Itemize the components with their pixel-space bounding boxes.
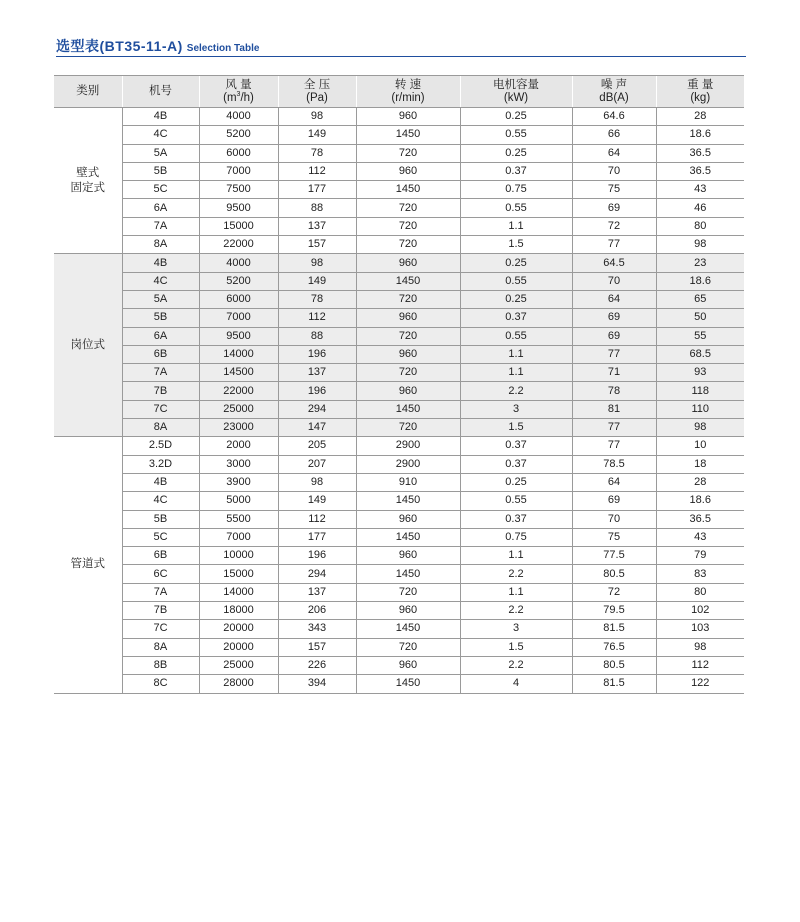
table-cell: 64.5 xyxy=(572,254,656,272)
table-cell: 2.2 xyxy=(460,565,572,583)
table-cell: 7A xyxy=(122,364,199,382)
table-cell: 2000 xyxy=(199,437,278,455)
table-cell: 720 xyxy=(356,217,460,235)
table-cell: 10 xyxy=(656,437,744,455)
table-cell: 68.5 xyxy=(656,345,744,363)
table-cell: 22000 xyxy=(199,236,278,254)
table-cell: 8A xyxy=(122,236,199,254)
table-cell: 79.5 xyxy=(572,602,656,620)
table-cell: 69 xyxy=(572,309,656,327)
table-cell: 0.25 xyxy=(460,290,572,308)
table-cell: 5500 xyxy=(199,510,278,528)
table-cell: 6A xyxy=(122,327,199,345)
table-cell: 5200 xyxy=(199,272,278,290)
table-cell: 78 xyxy=(278,144,356,162)
table-cell: 6C xyxy=(122,565,199,583)
table-cell: 7B xyxy=(122,382,199,400)
table-cell: 70 xyxy=(572,272,656,290)
table-cell: 110 xyxy=(656,400,744,418)
table-cell: 720 xyxy=(356,638,460,656)
table-cell: 80.5 xyxy=(572,656,656,674)
table-cell: 0.25 xyxy=(460,473,572,491)
table-cell: 93 xyxy=(656,364,744,382)
table-row xyxy=(54,638,744,656)
table-cell: 3000 xyxy=(199,455,278,473)
table-cell: 77 xyxy=(572,236,656,254)
table-cell: 6B xyxy=(122,345,199,363)
table-cell: 18000 xyxy=(199,602,278,620)
table-cell: 5B xyxy=(122,309,199,327)
table-row xyxy=(54,620,744,638)
table-cell: 5B xyxy=(122,162,199,180)
table-cell: 1.1 xyxy=(460,345,572,363)
table-cell: 18.6 xyxy=(656,272,744,290)
table-row xyxy=(54,364,744,382)
table-cell: 5A xyxy=(122,144,199,162)
table-row xyxy=(54,254,744,272)
table-row xyxy=(54,400,744,418)
table-row xyxy=(54,327,744,345)
table-cell: 720 xyxy=(356,583,460,601)
table-cell: 149 xyxy=(278,272,356,290)
header-category: 类别 xyxy=(54,76,122,108)
table-cell: 4 xyxy=(460,675,572,693)
table-cell: 147 xyxy=(278,419,356,437)
table-cell: 0.25 xyxy=(460,144,572,162)
table-cell: 77 xyxy=(572,437,656,455)
table-cell: 4C xyxy=(122,126,199,144)
table-cell: 720 xyxy=(356,144,460,162)
table-cell: 7500 xyxy=(199,181,278,199)
table-cell: 206 xyxy=(278,602,356,620)
header-airflow: 风 量 $(m^3/h)$ xyxy=(199,76,278,108)
table-row xyxy=(54,126,744,144)
table-cell: 18.6 xyxy=(656,126,744,144)
table-cell: 0.37 xyxy=(460,510,572,528)
table-cell: 98 xyxy=(656,236,744,254)
table-cell: 4B xyxy=(122,254,199,272)
table-cell: 5200 xyxy=(199,126,278,144)
table-row xyxy=(54,419,744,437)
table-cell: 0.55 xyxy=(460,327,572,345)
table-cell: 4C xyxy=(122,272,199,290)
table-cell: 18 xyxy=(656,455,744,473)
table-cell: 2.2 xyxy=(460,656,572,674)
table-cell: 2.5D xyxy=(122,437,199,455)
table-cell: 103 xyxy=(656,620,744,638)
header-pressure: 全 压 (Pa) xyxy=(278,76,356,108)
table-cell: 7C xyxy=(122,400,199,418)
table-cell: 205 xyxy=(278,437,356,455)
table-cell: 157 xyxy=(278,236,356,254)
table-cell: 0.25 xyxy=(460,108,572,126)
header-weight: 重 量 (kg) xyxy=(656,76,744,108)
table-cell: 0.55 xyxy=(460,272,572,290)
table-cell: 960 xyxy=(356,382,460,400)
table-cell: 6A xyxy=(122,199,199,217)
table-cell: 137 xyxy=(278,217,356,235)
table-cell: 4000 xyxy=(199,254,278,272)
table-cell: 80.5 xyxy=(572,565,656,583)
table-cell: 69 xyxy=(572,327,656,345)
table-cell: 20000 xyxy=(199,620,278,638)
table-cell: 36.5 xyxy=(656,144,744,162)
table-cell: 98 xyxy=(656,638,744,656)
table-cell: 70 xyxy=(572,162,656,180)
table-cell: 75 xyxy=(572,528,656,546)
table-cell: 196 xyxy=(278,345,356,363)
table-cell: 0.25 xyxy=(460,254,572,272)
table-cell: 960 xyxy=(356,254,460,272)
table-cell: 98 xyxy=(656,419,744,437)
table-cell: 23000 xyxy=(199,419,278,437)
table-cell: 8A xyxy=(122,638,199,656)
table-cell: 0.55 xyxy=(460,199,572,217)
table-row xyxy=(54,656,744,674)
table-cell: 2900 xyxy=(356,437,460,455)
table-row xyxy=(54,144,744,162)
table-row xyxy=(54,236,744,254)
table-cell: 7B xyxy=(122,602,199,620)
table-cell: 36.5 xyxy=(656,510,744,528)
table-cell: 394 xyxy=(278,675,356,693)
table-cell: 960 xyxy=(356,309,460,327)
table-cell: 80 xyxy=(656,217,744,235)
table-cell: 69 xyxy=(572,492,656,510)
table-cell: 64 xyxy=(572,473,656,491)
table-cell: 6000 xyxy=(199,144,278,162)
table-cell: 196 xyxy=(278,382,356,400)
table-row xyxy=(54,108,744,126)
table-row xyxy=(54,455,744,473)
header-motor-power: 电机容量 (kW) xyxy=(460,76,572,108)
table-cell: 294 xyxy=(278,400,356,418)
table-cell: 5A xyxy=(122,290,199,308)
table-cell: 720 xyxy=(356,199,460,217)
table-cell: 71 xyxy=(572,364,656,382)
table-cell: 4B xyxy=(122,108,199,126)
table-cell: 50 xyxy=(656,309,744,327)
table-cell: 77 xyxy=(572,345,656,363)
table-cell: 46 xyxy=(656,199,744,217)
table-cell: 0.75 xyxy=(460,181,572,199)
table-cell: 14000 xyxy=(199,345,278,363)
table-cell: 0.75 xyxy=(460,528,572,546)
table-cell: 4000 xyxy=(199,108,278,126)
table-cell: 960 xyxy=(356,547,460,565)
table-cell: 5B xyxy=(122,510,199,528)
table-cell: 1450 xyxy=(356,126,460,144)
table-cell: 1450 xyxy=(356,528,460,546)
table-cell: 66 xyxy=(572,126,656,144)
table-cell: 112 xyxy=(278,309,356,327)
table-cell: 5000 xyxy=(199,492,278,510)
table-cell: 720 xyxy=(356,364,460,382)
table-cell: 720 xyxy=(356,236,460,254)
table-cell: 81 xyxy=(572,400,656,418)
table-cell: 88 xyxy=(278,199,356,217)
table-cell: 78.5 xyxy=(572,455,656,473)
table-cell: 910 xyxy=(356,473,460,491)
table-cell: 1450 xyxy=(356,565,460,583)
table-cell: 112 xyxy=(656,656,744,674)
table-cell: 137 xyxy=(278,583,356,601)
table-cell: 36.5 xyxy=(656,162,744,180)
table-row xyxy=(54,565,744,583)
table-cell: 1.1 xyxy=(460,583,572,601)
table-cell: 102 xyxy=(656,602,744,620)
table-cell: 6000 xyxy=(199,290,278,308)
table-cell: 3.2D xyxy=(122,455,199,473)
header-noise: 噪 声 dB(A) xyxy=(572,76,656,108)
table-cell: 7000 xyxy=(199,162,278,180)
table-cell: 294 xyxy=(278,565,356,583)
table-row xyxy=(54,382,744,400)
table-cell: 960 xyxy=(356,602,460,620)
table-row xyxy=(54,272,744,290)
table-cell: 6B xyxy=(122,547,199,565)
table-cell: 77 xyxy=(572,419,656,437)
table-row xyxy=(54,162,744,180)
table-cell: 25000 xyxy=(199,400,278,418)
table-cell: 960 xyxy=(356,510,460,528)
table-cell: 4C xyxy=(122,492,199,510)
table-row xyxy=(54,510,744,528)
table-cell: 7A xyxy=(122,583,199,601)
table-cell: 43 xyxy=(656,528,744,546)
table-cell: 64 xyxy=(572,144,656,162)
table-cell: 28000 xyxy=(199,675,278,693)
table-cell: 4B xyxy=(122,473,199,491)
table-cell: 137 xyxy=(278,364,356,382)
table-cell: 196 xyxy=(278,547,356,565)
table-cell: 343 xyxy=(278,620,356,638)
table-cell: 960 xyxy=(356,656,460,674)
table-cell: 207 xyxy=(278,455,356,473)
title-chinese: 选型表(BT35-11-A) xyxy=(56,38,183,54)
table-cell: 70 xyxy=(572,510,656,528)
table-cell: 1450 xyxy=(356,272,460,290)
table-cell: 7A xyxy=(122,217,199,235)
table-cell: 9500 xyxy=(199,327,278,345)
table-row xyxy=(54,547,744,565)
table-cell: 960 xyxy=(356,345,460,363)
table-cell: 72 xyxy=(572,217,656,235)
table-cell: 83 xyxy=(656,565,744,583)
table-cell: 28 xyxy=(656,108,744,126)
header-row xyxy=(54,76,744,108)
table-row xyxy=(54,583,744,601)
table-cell: 14000 xyxy=(199,583,278,601)
table-cell: 1.1 xyxy=(460,547,572,565)
table-cell: 1450 xyxy=(356,492,460,510)
table-cell: 7C xyxy=(122,620,199,638)
table-row xyxy=(54,290,744,308)
table-cell: 118 xyxy=(656,382,744,400)
category-cell: 岗位式 xyxy=(54,254,122,437)
table-cell: 69 xyxy=(572,199,656,217)
category-cell: 壁式 固定式 xyxy=(54,108,122,254)
table-cell: 72 xyxy=(572,583,656,601)
table-cell: 3900 xyxy=(199,473,278,491)
table-cell: 226 xyxy=(278,656,356,674)
table-cell: 15000 xyxy=(199,217,278,235)
table-cell: 28 xyxy=(656,473,744,491)
table-cell: 81.5 xyxy=(572,675,656,693)
table-cell: 1.1 xyxy=(460,364,572,382)
selection-table xyxy=(54,75,744,694)
table-cell: 1.5 xyxy=(460,638,572,656)
table-cell: 720 xyxy=(356,327,460,345)
table-cell: 5C xyxy=(122,528,199,546)
table-cell: 1.5 xyxy=(460,236,572,254)
table-cell: 55 xyxy=(656,327,744,345)
table-row xyxy=(54,309,744,327)
header-model-no: 机号 xyxy=(122,76,199,108)
table-cell: 75 xyxy=(572,181,656,199)
table-cell: 960 xyxy=(356,108,460,126)
table-cell: 98 xyxy=(278,254,356,272)
table-cell: 3 xyxy=(460,400,572,418)
table-row xyxy=(54,528,744,546)
table-cell: 0.37 xyxy=(460,162,572,180)
table-cell: 2.2 xyxy=(460,602,572,620)
table-cell: 1450 xyxy=(356,181,460,199)
table-cell: 1.1 xyxy=(460,217,572,235)
table-cell: 80 xyxy=(656,583,744,601)
table-cell: 720 xyxy=(356,290,460,308)
table-cell: 79 xyxy=(656,547,744,565)
table-row xyxy=(54,492,744,510)
table-cell: 81.5 xyxy=(572,620,656,638)
table-row xyxy=(54,217,744,235)
table-cell: 149 xyxy=(278,126,356,144)
table-cell: 122 xyxy=(656,675,744,693)
table-cell: 76.5 xyxy=(572,638,656,656)
table-cell: 5C xyxy=(122,181,199,199)
table-row xyxy=(54,437,744,455)
section-title xyxy=(56,36,746,57)
table-cell: 0.37 xyxy=(460,309,572,327)
table-cell: 77.5 xyxy=(572,547,656,565)
table-row xyxy=(54,345,744,363)
table-cell: 0.55 xyxy=(460,126,572,144)
table-cell: 88 xyxy=(278,327,356,345)
table-cell: 22000 xyxy=(199,382,278,400)
table-cell: 2900 xyxy=(356,455,460,473)
category-cell: 管道式 xyxy=(54,437,122,693)
table-cell: 78 xyxy=(572,382,656,400)
table-cell: 149 xyxy=(278,492,356,510)
table-cell: 10000 xyxy=(199,547,278,565)
table-cell: 3 xyxy=(460,620,572,638)
table-cell: 98 xyxy=(278,108,356,126)
table-cell: 25000 xyxy=(199,656,278,674)
table-cell: 112 xyxy=(278,510,356,528)
table-cell: 720 xyxy=(356,419,460,437)
table-cell: 960 xyxy=(356,162,460,180)
table-cell: 177 xyxy=(278,181,356,199)
header-speed: 转 速 (r/min) xyxy=(356,76,460,108)
table-cell: 0.55 xyxy=(460,492,572,510)
table-row xyxy=(54,181,744,199)
table-cell: 9500 xyxy=(199,199,278,217)
table-cell: 23 xyxy=(656,254,744,272)
table-cell: 0.37 xyxy=(460,455,572,473)
table-cell: 1450 xyxy=(356,675,460,693)
table-cell: 20000 xyxy=(199,638,278,656)
table-cell: 7000 xyxy=(199,528,278,546)
table-cell: 43 xyxy=(656,181,744,199)
table-cell: 1450 xyxy=(356,620,460,638)
table-cell: 78 xyxy=(278,290,356,308)
table-cell: 15000 xyxy=(199,565,278,583)
table-cell: 0.37 xyxy=(460,437,572,455)
table-cell: 8A xyxy=(122,419,199,437)
table-row xyxy=(54,675,744,693)
table-row xyxy=(54,602,744,620)
table-cell: 8C xyxy=(122,675,199,693)
table-cell: 7000 xyxy=(199,309,278,327)
table-cell: 98 xyxy=(278,473,356,491)
table-cell: 157 xyxy=(278,638,356,656)
table-cell: 64.6 xyxy=(572,108,656,126)
table-cell: 177 xyxy=(278,528,356,546)
table-cell: 64 xyxy=(572,290,656,308)
table-cell: 1450 xyxy=(356,400,460,418)
table-row xyxy=(54,473,744,491)
table-cell: 18.6 xyxy=(656,492,744,510)
table-cell: 2.2 xyxy=(460,382,572,400)
table-cell: 112 xyxy=(278,162,356,180)
table-cell: 8B xyxy=(122,656,199,674)
table-cell: 14500 xyxy=(199,364,278,382)
table-cell: 65 xyxy=(656,290,744,308)
title-english: Selection Table xyxy=(186,43,260,54)
table-cell: 1.5 xyxy=(460,419,572,437)
table-row xyxy=(54,199,744,217)
header-airflow-unit: $(m^3/h)$ xyxy=(223,90,254,104)
